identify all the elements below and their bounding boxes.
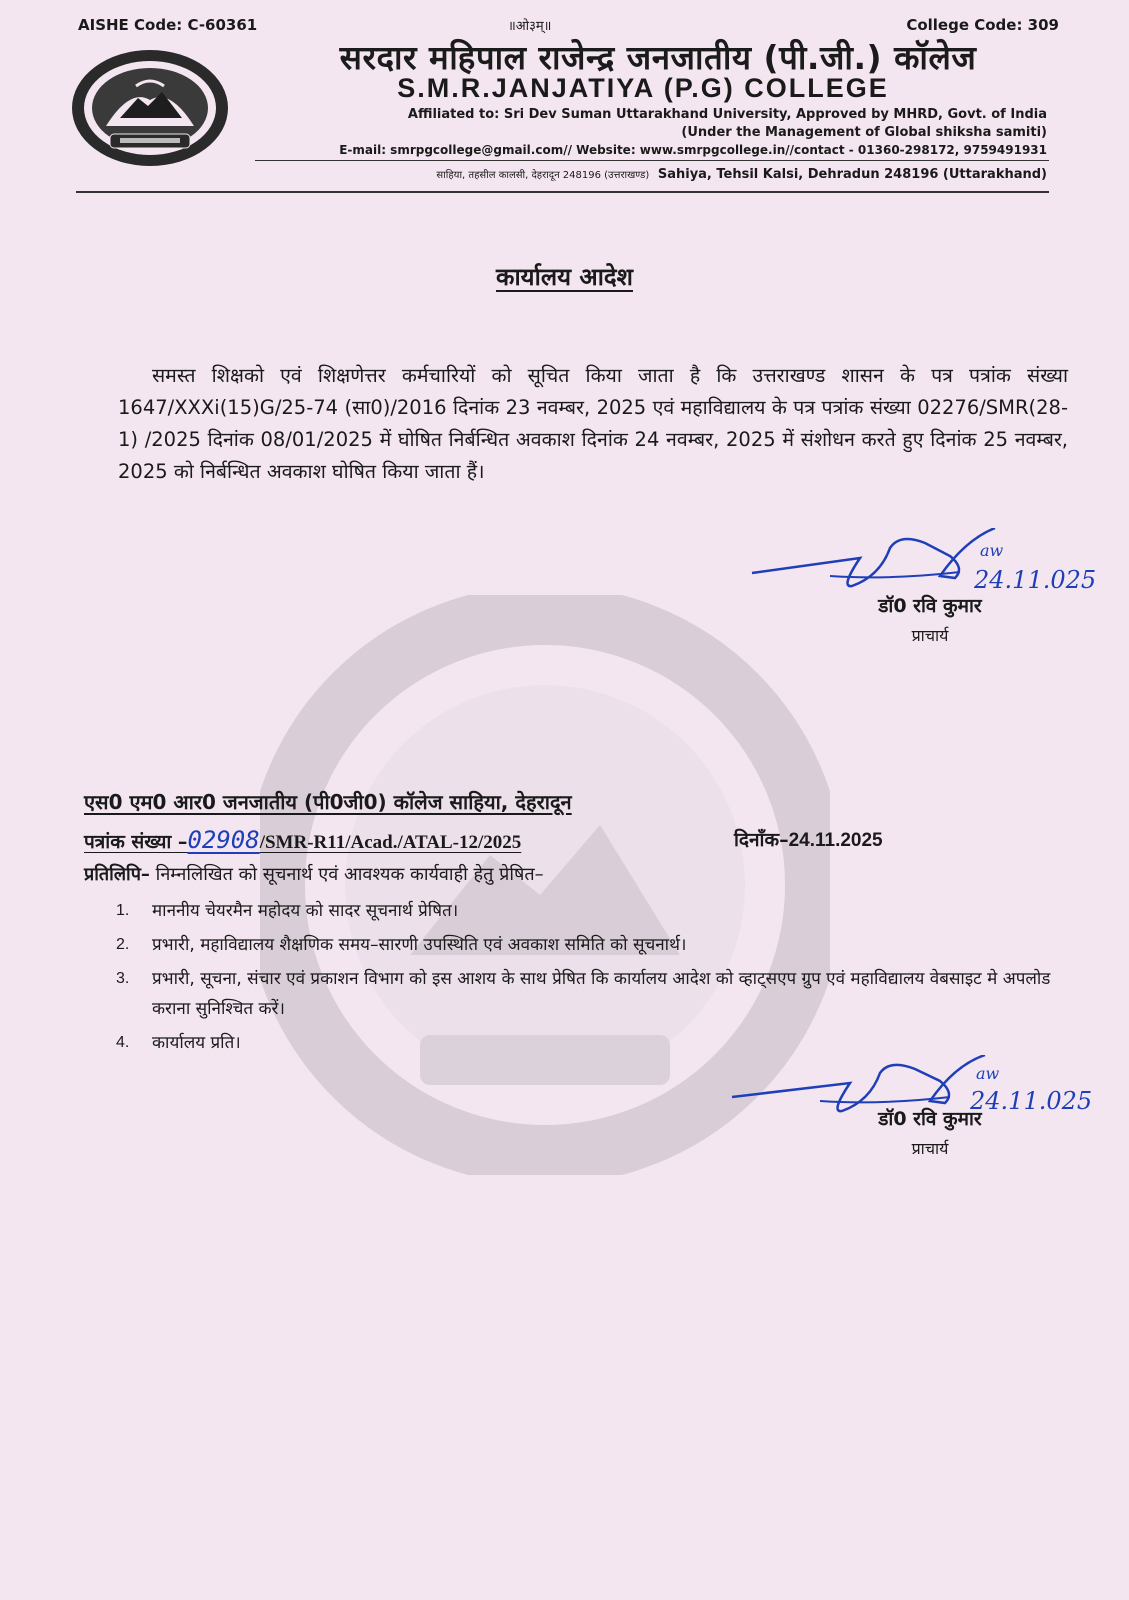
list-item xyxy=(116,896,1066,926)
letter-number-label: पत्रांक संख्या – xyxy=(84,831,188,853)
aishe-code: AISHE Code: C-60361 xyxy=(78,16,258,34)
signatory-name-1: डॉ0 रवि कुमार xyxy=(878,595,982,617)
invocation: ॥ओ३म्॥ xyxy=(508,19,552,34)
list-item-number: 2. xyxy=(116,936,130,953)
list-item xyxy=(116,930,1066,960)
letterhead-bottom-rule xyxy=(76,191,1049,193)
letter-number-handwritten: 02908 xyxy=(187,826,260,854)
list-item xyxy=(116,1028,1066,1058)
list-item-number: 4. xyxy=(116,1034,130,1051)
list-item-number: 3. xyxy=(116,970,130,987)
address-line xyxy=(436,167,1047,182)
college-name-english: S.M.R.JANJATIYA (P.G) COLLEGE xyxy=(397,73,889,103)
letter-number-suffix: /SMR-R11/Acad./ATAL-12/2025 xyxy=(259,832,522,853)
copy-to-label: प्रतिलिपि– xyxy=(84,864,150,885)
address-english: Sahiya, Tehsil Kalsi, Dehradun 248196 (Uttarakhand) xyxy=(657,167,1047,182)
address-hindi: साहिया, तहसील कालसी, देहरादून 248196 (उत्तराखण्ड) xyxy=(436,170,650,181)
svg-text:aw: aw xyxy=(980,541,1004,560)
signature-block-1 xyxy=(750,528,1129,658)
reference-letter-line xyxy=(84,826,1084,854)
signatory-name-2: डॉ0 रवि कुमार xyxy=(878,1108,982,1130)
signatory-designation-2: प्राचार्य xyxy=(911,1139,949,1158)
order-title xyxy=(0,260,1129,293)
list-item-text: माननीय चेयरमैन महोदय को सादर सूचनार्थ प्रेषित। xyxy=(152,901,459,921)
list-item-number: 1. xyxy=(116,902,130,919)
college-name-hindi: सरदार महिपाल राजेन्द्र जनजातीय (पी.जी.) कॉलेज xyxy=(339,38,977,77)
letterhead-codes xyxy=(78,16,1059,36)
list-item-text: कार्यालय प्रति। xyxy=(152,1033,241,1053)
copy-to-intro-text: निम्नलिखित को सूचनार्थ एवं आवश्यक कार्यवाही हेतु प्रेषित– xyxy=(155,864,544,885)
signature-date-2: 24.11.025 xyxy=(970,1087,1093,1115)
order-body: समस्त शिक्षको एवं शिक्षणेत्तर कर्मचारियों को सूचित किया जाता है कि उत्तराखण्ड शासन के पत्र पत्रांक संख्या 1647/XXXi(15)G/25-74 (सा0)/2016 दिनांक 23 नवम्बर, 2025 एवं महाविद्यालय के पत्र पत्रांक संख्या 02276/SMR(28-1) /2025 दिनांक 08/01/2025 में घोषित निर्बन्धित अवकाश दिनांक 24 नवम्बर, 2025 में संशोधन करते हुए दिनांक 25 नवम्बर, 2025 को निर्बन्धित अवकाश घोषित किया जाता हैं। xyxy=(118,363,1068,483)
signatory-designation-1: प्राचार्य xyxy=(911,626,949,645)
reference-date-label: दिनाँक– xyxy=(734,829,789,851)
order-title-text: कार्यालय आदेश xyxy=(496,263,633,291)
signature-block-2 xyxy=(730,1055,1110,1185)
list-item xyxy=(116,964,1066,1024)
reference-date xyxy=(734,826,883,852)
list-item-text: प्रभारी, सूचना, संचार एवं प्रकाशन विभाग को इस आशय के साथ प्रेषित कि कार्यालय आदेश को व्हाट्सएप ग्रुप एवं महाविद्यालय वेबसाइट मे अपलोड कराना सुनिश्चित करें। xyxy=(152,969,1051,1019)
college-logo xyxy=(70,48,230,170)
svg-text:aw: aw xyxy=(976,1064,1000,1083)
affiliation-line: Affiliated to: Sri Dev Suman Uttarakhand University, Approved by MHRD, Govt. of India xyxy=(407,107,1047,122)
college-code: College Code: 309 xyxy=(906,16,1059,34)
management-line: (Under the Management of Global shiksha samiti) xyxy=(681,125,1047,140)
copy-to-intro xyxy=(84,862,544,886)
list-item-text: प्रभारी, महाविद्यालय शैक्षणिक समय–सारणी उपस्थिति एवं अवकाश समिति को सूचनार्थ। xyxy=(152,935,687,955)
letterhead-divider xyxy=(255,160,1049,161)
contact-line: E-mail: smrpgcollege@gmail.com// Website: www.smrpgcollege.in//contact - 01360-298172, 9759491931 xyxy=(339,143,1047,157)
reference-college-line: एस0 एम0 आर0 जनजातीय (पी0जी0) कॉलेज साहिया, देहरादून xyxy=(84,790,572,814)
signature-date-1: 24.11.025 xyxy=(974,566,1097,594)
reference-date-value: 24.11.2025 xyxy=(788,830,883,851)
copy-to-list xyxy=(116,896,1066,1062)
